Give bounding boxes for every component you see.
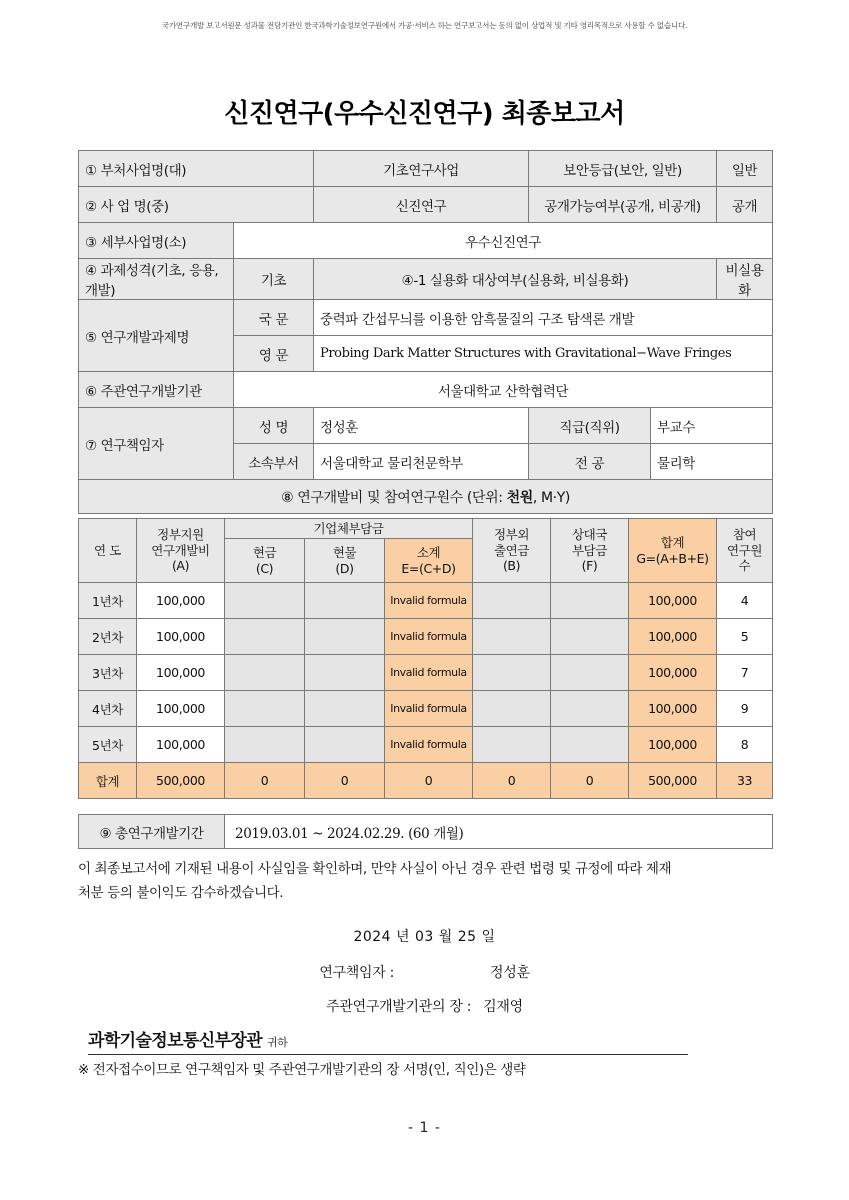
budget-row-in-kind xyxy=(305,619,385,655)
budget-row-gov-support: 100,000 xyxy=(137,655,225,691)
budget-row-gov-support: 100,000 xyxy=(137,583,225,619)
korean-title-label: 국 문 xyxy=(234,300,314,336)
budget-col-subtotal xyxy=(385,539,473,583)
ministry-program-value: 기초연구사업 xyxy=(314,151,529,187)
budget-total-row xyxy=(79,763,773,799)
total-line1: 합계 xyxy=(660,534,685,550)
budget-col-gov-external xyxy=(473,519,551,583)
budget-row-researchers: 9 xyxy=(717,691,773,727)
security-grade-value: 일반 xyxy=(717,151,773,187)
table-row xyxy=(79,151,773,187)
lead-institution-value: 서울대학교 산학협력단 xyxy=(234,372,773,408)
budget-row-total: 100,000 xyxy=(629,619,717,655)
table-row xyxy=(79,300,773,336)
pi-label: ⑦ 연구책임자 xyxy=(79,408,234,480)
counterpart-line2: 부담금 xyxy=(572,542,608,558)
in-kind-line1: 현물 xyxy=(332,544,357,560)
budget-row-researchers: 7 xyxy=(717,655,773,691)
budget-row-subtotal: Invalid formula xyxy=(385,727,473,763)
cash-line2: (C) xyxy=(255,560,274,576)
budget-row-researchers: 4 xyxy=(717,583,773,619)
budget-row-cash xyxy=(225,619,305,655)
total-line2: G=(A+B+E) xyxy=(636,550,709,566)
budget-row-in-kind xyxy=(305,583,385,619)
declaration-line-1: 이 최종보고서에 기재된 내용이 사실임을 확인하며, 만약 사실이 아닌 경우 관련 법령 및 규정에 따라 제재 xyxy=(78,861,672,877)
signature-omission-note: ※ 전자접수이므로 연구책임자 및 주관연구개발기관의 장 서명(인, 직인)은 생략 xyxy=(78,1062,526,1078)
budget-row-total: 100,000 xyxy=(629,691,717,727)
subprogram-value: 우수신진연구 xyxy=(234,223,773,259)
budget-row-cash xyxy=(225,727,305,763)
budget-row-counterpart xyxy=(551,655,629,691)
security-grade-label: 보안등급(보안, 일반) xyxy=(529,151,717,187)
budget-row-total: 100,000 xyxy=(629,583,717,619)
counterpart-line1: 상대국 xyxy=(572,527,608,543)
commercialization-value: 비실용화 xyxy=(717,259,773,300)
budget-section-title xyxy=(79,480,773,514)
table-row xyxy=(79,259,773,300)
pi-major-label: 전 공 xyxy=(529,444,651,480)
table-row xyxy=(79,408,773,444)
pi-dept-value: 서울대학교 물리천문학부 xyxy=(314,444,529,480)
pi-major-value: 물리학 xyxy=(651,444,773,480)
budget-row-in-kind xyxy=(305,655,385,691)
budget-row-gov-support: 100,000 xyxy=(137,691,225,727)
korean-title-value: 중력파 간섭무늬를 이용한 암흑물질의 구조 탐색론 개발 xyxy=(314,300,773,336)
commercialization-label: ④-1 실용화 대상여부(실용화, 비실용화) xyxy=(314,259,717,300)
budget-row-total: 100,000 xyxy=(629,727,717,763)
gov-support-line1: 정부지원 xyxy=(157,527,204,543)
budget-row-total: 100,000 xyxy=(629,655,717,691)
budget-table xyxy=(78,518,773,799)
signature-date: 2024 년 03 월 25 일 xyxy=(353,929,496,945)
pi-name-value: 정성훈 xyxy=(314,408,529,444)
budget-row-subtotal: Invalid formula xyxy=(385,583,473,619)
budget-row-year: 2년차 xyxy=(79,619,137,655)
total-row-cash: 0 xyxy=(225,763,305,799)
budget-row-researchers: 8 xyxy=(717,727,773,763)
gov-support-line2: 연구개발비 xyxy=(151,542,210,558)
budget-row-subtotal: Invalid formula xyxy=(385,655,473,691)
budget-row-subtotal: Invalid formula xyxy=(385,691,473,727)
budget-row-year: 1년차 xyxy=(79,583,137,619)
budget-title-unit: 천원 xyxy=(506,489,533,506)
budget-row-in-kind xyxy=(305,727,385,763)
gov-support-line3: (A) xyxy=(171,558,190,574)
budget-col-counterpart xyxy=(551,519,629,583)
table-row xyxy=(79,372,773,408)
total-row-researchers: 33 xyxy=(717,763,773,799)
budget-col-year: 연 도 xyxy=(79,519,137,583)
period-label: ⑨ 총연구개발기간 xyxy=(79,815,225,849)
budget-header-row-1 xyxy=(79,519,773,539)
budget-col-gov-support xyxy=(137,519,225,583)
addressee-title: 과학기술정보통신부장관 xyxy=(88,1031,263,1051)
pi-position-value: 부교수 xyxy=(651,408,773,444)
institution-signature-label: 주관연구개발기관의 장 : xyxy=(326,999,472,1015)
gov-external-line1: 정부외 xyxy=(494,527,530,543)
period-value: 2019.03.01 ~ 2024.02.29. (60 개월) xyxy=(225,815,773,849)
table-row xyxy=(79,691,773,727)
declaration-line-2: 처분 등의 불이익도 감수하겠습니다. xyxy=(78,884,284,901)
budget-row-counterpart xyxy=(551,727,629,763)
budget-row-gov-external xyxy=(473,655,551,691)
english-title-value: Probing Dark Matter Structures with Gravitational−Wave Fringes xyxy=(314,336,773,372)
page-number: - 1 - xyxy=(408,1120,441,1136)
subtotal-line1: 소계 xyxy=(416,544,441,560)
gov-external-line3: (B) xyxy=(502,558,521,574)
project-type-value: 기초 xyxy=(234,259,314,300)
project-type-label: ④ 과제성격(기초, 응용, 개발) xyxy=(79,259,234,300)
budget-col-company-group: 기업체부담금 xyxy=(225,519,473,539)
researchers-line2: 연구원수 xyxy=(727,542,763,574)
gov-external-line2: 출연금 xyxy=(494,542,530,558)
program-name-value: 신진연구 xyxy=(314,187,529,223)
disclosure-label: 공개가능여부(공개, 비공개) xyxy=(529,187,717,223)
pi-signature-label: 연구책임자 : xyxy=(319,965,394,981)
table-row xyxy=(79,655,773,691)
institution-head-name: 김재영 xyxy=(483,999,523,1015)
budget-col-total xyxy=(629,519,717,583)
budget-row-cash xyxy=(225,583,305,619)
table-row xyxy=(79,619,773,655)
english-title-label: 영 문 xyxy=(234,336,314,372)
budget-row-year: 3년차 xyxy=(79,655,137,691)
disclosure-value: 공개 xyxy=(717,187,773,223)
researchers-line1: 참여 xyxy=(732,527,757,543)
counterpart-line3: (F) xyxy=(581,558,598,574)
project-title-label: ⑤ 연구개발과제명 xyxy=(79,300,234,372)
budget-row-counterpart xyxy=(551,691,629,727)
ministry-program-label: ① 부처사업명(대) xyxy=(79,151,314,187)
pi-name-label: 성 명 xyxy=(234,408,314,444)
pi-position-label: 직급(직위) xyxy=(529,408,651,444)
budget-col-cash xyxy=(225,539,305,583)
total-row-subtotal: 0 xyxy=(385,763,473,799)
cash-line1: 현금 xyxy=(252,544,277,560)
copyright-notice: 국가연구개발 보고서원문 성과물 전담기관인 한국과학기술정보연구원에서 가공·서비스 하는 연구보고서는 동의 없이 상업적 및 기타 영리목적으로 사용할 수 없습니다. xyxy=(161,21,688,30)
total-row-gov-support: 500,000 xyxy=(137,763,225,799)
subprogram-label: ③ 세부사업명(소) xyxy=(79,223,234,259)
budget-row-researchers: 5 xyxy=(717,619,773,655)
addressee-suffix: 귀하 xyxy=(267,1036,288,1049)
budget-row-counterpart xyxy=(551,583,629,619)
total-row-label: 합계 xyxy=(79,763,137,799)
declaration-text xyxy=(78,858,778,905)
budget-title-suffix: , M·Y) xyxy=(532,489,570,506)
budget-row-in-kind xyxy=(305,691,385,727)
pi-signature-name: 정성훈 xyxy=(490,965,530,981)
total-row-in-kind: 0 xyxy=(305,763,385,799)
pi-signature-line xyxy=(0,962,849,982)
table-row xyxy=(79,187,773,223)
addressee xyxy=(88,1026,688,1055)
total-row-total: 500,000 xyxy=(629,763,717,799)
budget-title-prefix: ⑧ 연구개발비 및 참여연구원수 (단위: xyxy=(281,489,507,506)
budget-row-gov-external xyxy=(473,691,551,727)
budget-row-year: 5년차 xyxy=(79,727,137,763)
total-row-gov-external: 0 xyxy=(473,763,551,799)
subtotal-line2: E=(C+D) xyxy=(401,560,456,576)
budget-row-cash xyxy=(225,655,305,691)
budget-row-gov-support: 100,000 xyxy=(137,727,225,763)
budget-row-year: 4년차 xyxy=(79,691,137,727)
program-name-label: ② 사 업 명(중) xyxy=(79,187,314,223)
lead-institution-label: ⑥ 주관연구개발기관 xyxy=(79,372,234,408)
table-row xyxy=(79,727,773,763)
budget-row-gov-external xyxy=(473,583,551,619)
budget-row-gov-external xyxy=(473,727,551,763)
budget-row-counterpart xyxy=(551,619,629,655)
table-row xyxy=(79,815,773,849)
budget-col-researchers xyxy=(717,519,773,583)
page-title: 신진연구(우수신진연구) 최종보고서 xyxy=(224,99,625,129)
total-row-counterpart: 0 xyxy=(551,763,629,799)
research-period-table xyxy=(78,814,773,849)
budget-row-gov-external xyxy=(473,619,551,655)
pi-dept-label: 소속부서 xyxy=(234,444,314,480)
table-row xyxy=(79,583,773,619)
budget-row-subtotal: Invalid formula xyxy=(385,619,473,655)
budget-section-title-row xyxy=(79,480,773,514)
project-info-table xyxy=(78,150,773,514)
table-row xyxy=(79,223,773,259)
budget-col-in-kind xyxy=(305,539,385,583)
in-kind-line2: (D) xyxy=(335,560,354,576)
budget-row-cash xyxy=(225,691,305,727)
budget-row-gov-support: 100,000 xyxy=(137,619,225,655)
institution-signature-line xyxy=(0,996,849,1016)
